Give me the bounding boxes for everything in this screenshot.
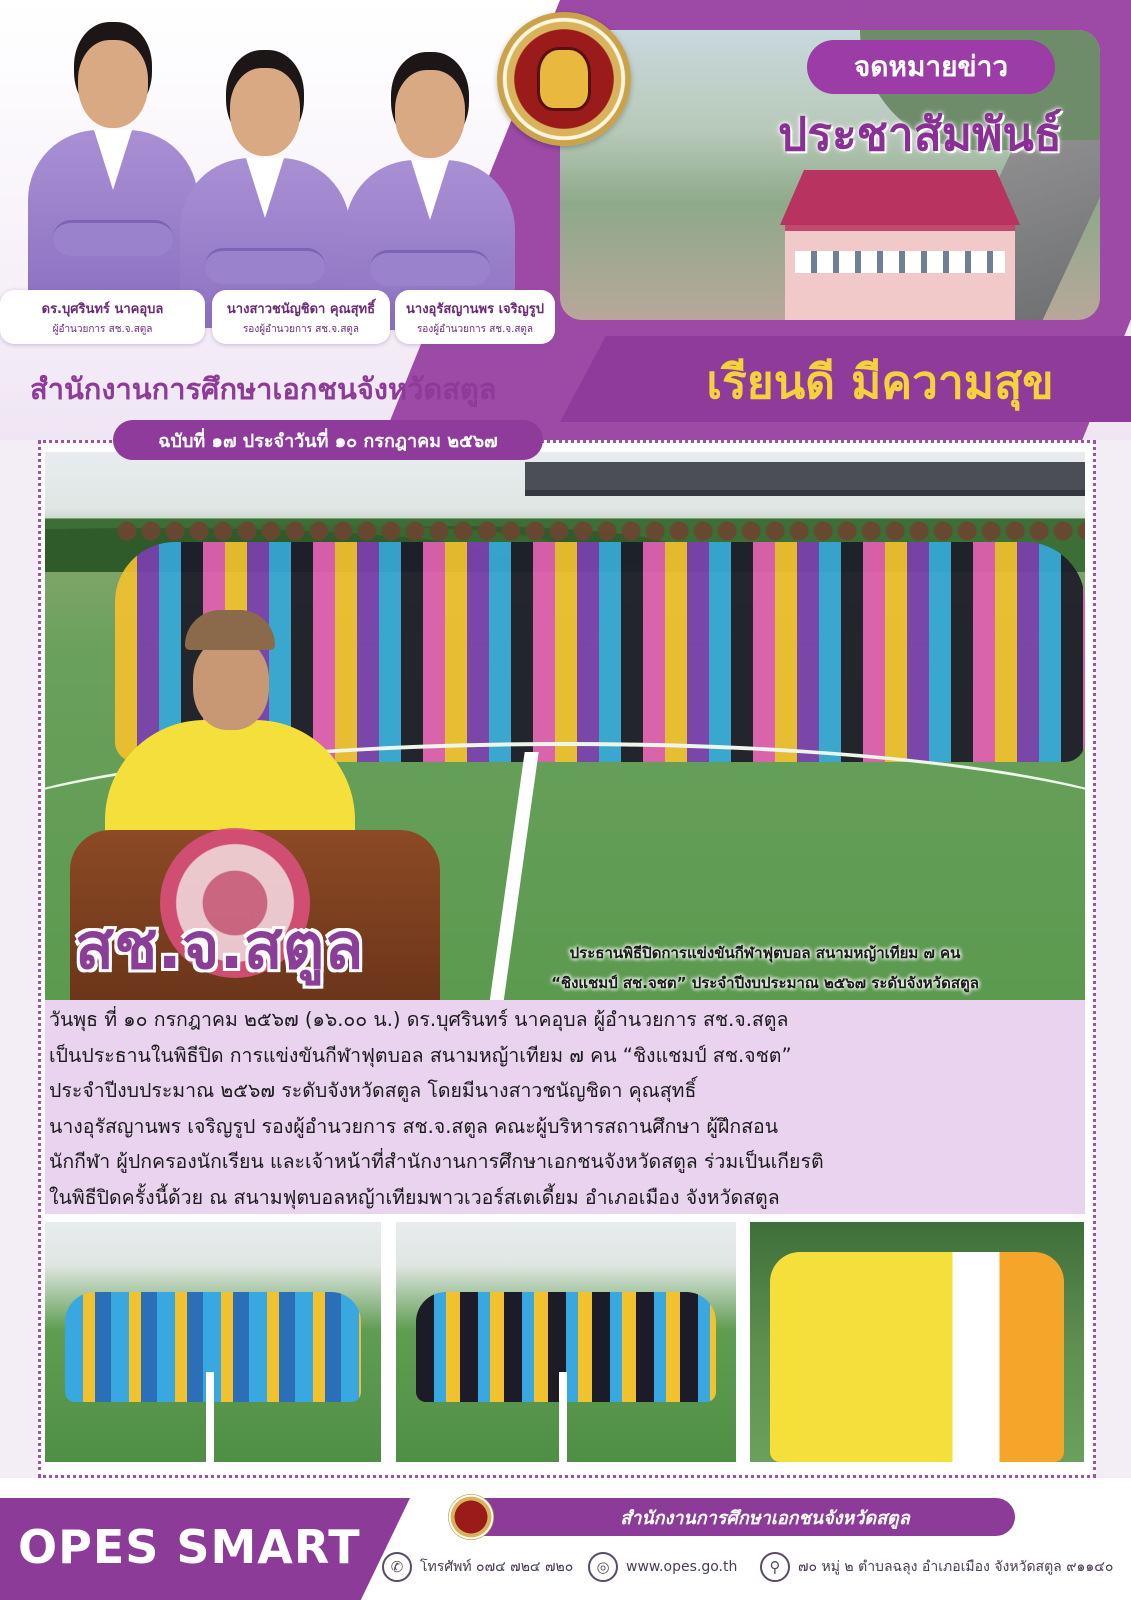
- news-body: [45, 1000, 1085, 1214]
- slogan: เรียนดี มีความสุข: [706, 355, 1054, 409]
- executive-name: นางอุรัสญานพร เจริญรูป: [406, 302, 544, 317]
- gallery-photo-1: [45, 1222, 381, 1462]
- executive-role: ผู้อำนวยการ สช.จ.สตูล: [52, 324, 153, 335]
- body-line: นักกีฬา ผู้ปกครองนักเรียน และเจ้าหน้าที่สำนักงานการศึกษาเอกชนจังหวัดสตูล ร่วมเป็นเกียรติ: [49, 1150, 824, 1173]
- contact-website[interactable]: [588, 1550, 737, 1584]
- issue-badge: ฉบับที่ ๑๗ ประจำวันที่ ๑๐ กรกฎาคม ๒๕๖๗: [113, 420, 543, 460]
- globe-icon: ◎: [588, 1552, 618, 1582]
- photo-caption: [460, 938, 1070, 998]
- executive-card-2: [212, 290, 390, 344]
- body-line: ในพิธีปิดครั้งนี้ด้วย ณ สนามฟุตบอลหญ้าเทียมพาวเวอร์สเตเดี้ยม อำเภอเมือง จังหวัดสตูล: [49, 1185, 780, 1209]
- address-text: ๗๐ หมู่ ๒ ตำบลฉลุง อำเภอเมือง จังหวัดสตูล ๙๑๑๔๐: [798, 1559, 1114, 1575]
- executive-card-1: [0, 290, 205, 344]
- footer-logo-icon: [448, 1494, 494, 1540]
- dharma-wheel-emblem-icon: [537, 47, 591, 111]
- office-watermark: สช.จ.สตูล: [75, 910, 364, 984]
- newsletter-title: ประชาสัมพันธ์: [778, 107, 1062, 161]
- opes-logo-seal: [497, 12, 631, 146]
- office-title: สำนักงานการศึกษาเอกชนจังหวัดสตูล: [30, 372, 497, 406]
- phone-icon: ✆: [382, 1552, 412, 1582]
- footer-office-name: สำนักงานการศึกษาเอกชนจังหวัดสตูล: [455, 1498, 1015, 1536]
- contact-address: [760, 1550, 1113, 1584]
- caption-line-2: “ชิงแชมป์ สช.จชต” ประจำปีงบประมาณ ๒๕๖๗ ระดับจังหวัดสตูล: [551, 974, 979, 992]
- gallery-photo-2: [396, 1222, 736, 1462]
- executive-portrait-1: [28, 20, 198, 290]
- executive-portrait-2: [180, 48, 350, 318]
- executive-role: รองผู้อำนวยการ สช.จ.สตูล: [416, 324, 534, 335]
- contact-phone: [382, 1550, 573, 1584]
- executive-card-3: [395, 290, 555, 344]
- executive-role: รองผู้อำนวยการ สช.จ.สตูล: [242, 324, 360, 335]
- body-line: นางอุรัสญานพร เจริญรูป รองผู้อำนวยการ สช.จ.สตูล คณะผู้บริหารสถานศึกษา ผู้ฝึกสอน: [49, 1114, 779, 1138]
- body-line: ประจำปีงบประมาณ ๒๕๖๗ ระดับจังหวัดสตูล โดยมีนางสาวชนัญชิดา คุณสุทธิ์: [49, 1079, 697, 1102]
- location-pin-icon: ⚲: [760, 1552, 790, 1582]
- phone-number: โทรศัพท์ ๐๗๔ ๗๒๔ ๗๒๐: [420, 1559, 574, 1575]
- executive-name: ดร.บุศรินทร์ นาคอุบล: [41, 302, 164, 317]
- footer-brand: OPES SMART: [18, 1520, 361, 1574]
- website-link[interactable]: www.opes.go.th: [626, 1559, 738, 1575]
- executive-name: นางสาวชนัญชิดา คุณสุทธิ์: [226, 302, 376, 317]
- caption-line-1: ประธานพิธีปิดการแข่งขันกีฬาฟุตบอล สนามหญ้าเทียม ๗ คน: [569, 944, 961, 962]
- newsletter-label: จดหมายข่าว: [807, 40, 1055, 94]
- executive-portrait-3: [345, 50, 515, 320]
- body-line: เป็นประธานในพิธีปิด การแข่งขันกีฬาฟุตบอล สนามหญ้าเทียม ๗ คน “ชิงแชมป์ สช.จชต”: [49, 1043, 792, 1067]
- body-line: วันพุธ ที่ ๑๐ กรกฎาคม ๒๕๖๗ (๑๖.๐๐ น.) ดร.บุศรินทร์ นาคอุบล ผู้อำนวยการ สช.จ.สตูล: [49, 1008, 789, 1031]
- gallery-photo-3: [750, 1222, 1084, 1462]
